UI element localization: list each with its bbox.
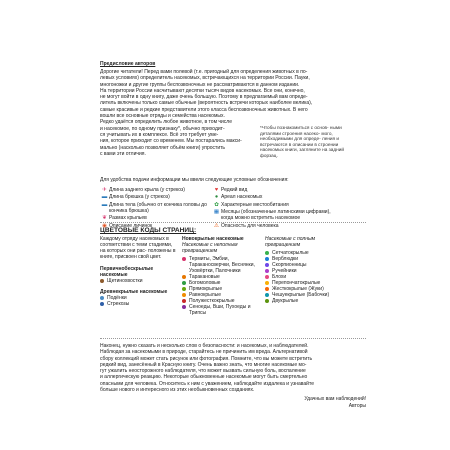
- color-code-label: Равнокрылые: [189, 292, 222, 298]
- color-code-label: Стрекозы: [107, 301, 130, 307]
- preface-title: Предисловие авторов: [100, 61, 156, 67]
- color-code-item: [265, 298, 350, 304]
- text-line: Наконец, нужно сказать и несколько слов о безопасности: и насекомых, и наблюдателей.: [100, 343, 309, 349]
- text-line: не могут войти в одну книгу, даже очень большую. Поэтому в предлагаемый вам опреде-: [100, 94, 308, 101]
- color-code-label: Прямокрылые: [189, 286, 223, 292]
- color-dot: [265, 269, 269, 273]
- color-code-label: Щетинохвостки: [107, 278, 143, 284]
- color-dot: [182, 293, 186, 297]
- color-code-label: Двукрылые: [272, 298, 299, 304]
- divider-2: [100, 338, 366, 339]
- legend-label: Опасность для человека: [221, 222, 279, 229]
- color-dot: [182, 287, 186, 291]
- text-line: ся учитывать их в комплексе. Всё это требует уме-: [100, 131, 219, 138]
- footnote: *Чтобы познакомиться с основ- ными деталями строения насеко- мого, необходимыми для опреде- ления и встречаются в описании в строении насекомых книги, загляните на задний форзац.: [260, 125, 344, 158]
- legend-label: Характерные местообитания: [221, 201, 289, 208]
- color-intro-col: [100, 236, 178, 307]
- color-dot: [100, 302, 104, 306]
- text-line: Редко удаётся определить любое животное, в том числе: [100, 119, 232, 126]
- legend-label: Месяцы (обозначенные латинскими цифрами), когда можно встретить насекомое: [221, 209, 331, 222]
- text-line: многоножки и другие группы беспозвоночных не рассматриваются в данном издании.: [100, 81, 300, 88]
- color-intro: Каждому отряду насекомых в соответствии с теми стадиями, на которых они рас- положены в книге, присвоен свой цвет.: [100, 236, 176, 260]
- legend-item: [212, 194, 342, 200]
- text-line: самые красивые и редкие представители этого класса беспозвоночных животных. В него: [100, 106, 308, 113]
- color-code-label: Перепончатокрылые: [272, 280, 321, 286]
- color-dot: [182, 299, 186, 303]
- color-code-label: Жесткокрылые (Жуки): [272, 286, 324, 292]
- личинка-icon: ◉: [102, 222, 107, 229]
- color-code-label: Богомоловые: [189, 280, 221, 286]
- legend-right: [212, 187, 342, 230]
- text-line: и насекомое, по одному признаку*, обычно приходит-: [100, 125, 225, 132]
- color-dot: [265, 251, 269, 255]
- divider: [100, 222, 366, 223]
- legend-label: Описание личинок: [109, 222, 153, 229]
- text-line: сбору коллекций может стать рисунок или фотография. Помните, что вы можете встретить: [100, 355, 313, 362]
- text-line: Наблюдая за насекомыми в природе, старайтесь не причинить им вреда. Альтернативой: [100, 349, 308, 356]
- месяцы-icon: ▦: [213, 209, 220, 216]
- legend-label: Длина тела (обычно от кончика головы до кончика брюшка): [109, 201, 207, 214]
- color-dot: [182, 257, 186, 261]
- legend-item: [212, 223, 342, 229]
- legend-item: [100, 187, 210, 193]
- ancient-title: Древнекрылые насекомые: [100, 289, 168, 295]
- primary-title: Первичнобескрылые насекомые: [100, 266, 154, 278]
- text-line: больше нового и интересного из этих необыкновенных созданиях.: [100, 387, 255, 394]
- legend-item: [100, 215, 210, 221]
- signoff-authors: Авторы: [348, 403, 366, 409]
- color-code-label: Таракановые: [189, 274, 220, 280]
- color-dot: [265, 281, 269, 285]
- color-code-label: Верблюдки: [272, 256, 298, 262]
- color-dot: [182, 281, 186, 285]
- legend-left: [100, 187, 210, 230]
- color-code-item: [182, 256, 262, 274]
- color-dot: [182, 305, 186, 309]
- color-dot: [100, 279, 104, 283]
- размах-крыльев-icon: ❦: [102, 215, 107, 222]
- местообитание-icon: ✿: [214, 201, 219, 208]
- incomplete-col: [182, 236, 262, 316]
- color-dot: [265, 263, 269, 267]
- ареал-icon: ●: [214, 194, 219, 201]
- color-code-label: Подёнки: [107, 295, 127, 301]
- color-code-label: Скорпионницы: [272, 262, 307, 268]
- text-line: редкий вид, занесённый в Красную книгу. Очень важно знать, что многие насекомые мо-: [100, 361, 307, 368]
- text-line: мально (насколько позволяет объём книги) упростить: [100, 144, 226, 151]
- text-line: и аллергическую реакцию. Некоторые обыкновенные насекомые могут быть смертельно: [100, 374, 308, 381]
- legend-item: [100, 202, 210, 214]
- complete-title: Насекомые с полным превращением: [265, 236, 316, 248]
- длина-заднего-крыла-icon: ✈: [102, 187, 107, 193]
- color-code-label: Блохи: [272, 274, 287, 280]
- legend-item: [212, 187, 342, 193]
- color-dot: [265, 275, 269, 279]
- legend-label: Ареал насекомых: [221, 194, 263, 201]
- text-line: опасными для человека. Относитесь к ним с уважением, наблюдайте издалека и узнавайте: [100, 380, 314, 387]
- text-line: Дорогие читатели! Перед вами полевой (т.е. пригодный для определения животных в по-: [100, 69, 308, 75]
- color-code-item: [100, 278, 178, 284]
- color-code-item: [100, 301, 178, 307]
- legend-intro: Для удобства подачи информации мы ввели следующие условные обозначения:: [100, 177, 289, 183]
- color-codes-title: ЦВЕТОВЫЕ КОДЫ СТРАНИЦ:: [100, 227, 197, 234]
- incomplete-title: Насекомые с неполным превращением: [182, 242, 238, 254]
- редкий-вид-icon: ♥: [214, 187, 219, 193]
- color-dot: [265, 293, 269, 297]
- legend-label: Длина заднего крыла (у стрекоз): [109, 187, 185, 193]
- длина-брюшка-icon: ▬: [101, 194, 108, 201]
- signoff-wish: Удачных вам наблюдений!: [304, 396, 366, 402]
- legend-label: Длина брюшка (у стрекоз): [109, 194, 170, 201]
- legend-item: [212, 209, 342, 221]
- new-title: Новокрылые насекомые: [182, 236, 244, 242]
- text-line: левых условиях) определитель насекомых, встречающихся на территории России. Пауки,: [100, 75, 310, 82]
- color-code-label: Термиты, Эмбии, Тараканосверчки, Веснянки, Уховёртки, Палочники: [189, 256, 255, 274]
- color-dot: [265, 257, 269, 261]
- complete-list: [265, 250, 350, 304]
- color-dot: [265, 287, 269, 291]
- incomplete-list: [182, 256, 262, 316]
- primary-list: [100, 278, 178, 284]
- text-line: На территории России насчитывают десятки тысяч видов насекомых. Все они, конечно,: [100, 87, 305, 94]
- color-code-label: Ручейники: [272, 268, 297, 274]
- legend-item: [212, 202, 342, 208]
- color-code-label: Сеноеды, Вши, Пухоеды и Трипсы: [189, 304, 251, 316]
- color-code-label: Сетчатокрылые: [272, 250, 309, 256]
- опасность-icon: ⚠: [214, 222, 219, 229]
- ancient-list: [100, 295, 178, 307]
- text-line: гут ужалить неосторожного наблюдателя, что может вызвать сильную боль, воспаление: [100, 368, 306, 375]
- color-dot: [100, 296, 104, 300]
- complete-col: [265, 236, 350, 304]
- text-line: ния, которое приходит со временем. Мы постарались макси-: [100, 138, 242, 145]
- длина-тела-icon: ▬: [101, 201, 108, 208]
- closing-text: [100, 343, 368, 393]
- color-dot: [265, 299, 269, 303]
- text-line: вошли все основные отряды и семейства насекомых.: [100, 113, 225, 120]
- legend-item: [100, 194, 210, 200]
- text-line: с вами эти отличия.: [100, 150, 146, 157]
- color-dot: [182, 275, 186, 279]
- color-code-label: Полужесткокрылые: [189, 298, 235, 304]
- color-code-label: Чешуекрылые (Бабочки): [272, 292, 330, 298]
- color-code-item: [182, 304, 262, 316]
- legend-label: Размах крыльев: [109, 215, 147, 222]
- text-line: литель включены только самые обычные (вероятность встречи которых наиболее велика),: [100, 100, 313, 107]
- legend-label: Редкий вид: [221, 187, 248, 193]
